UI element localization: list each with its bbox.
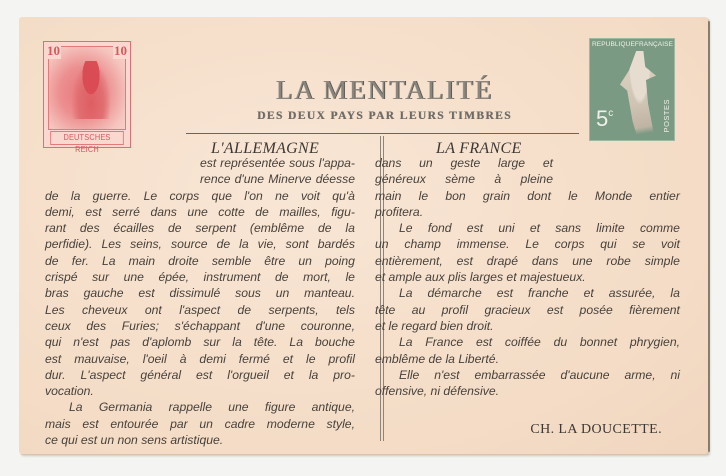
text-line: Le fond est uni et sans limite comme xyxy=(399,221,680,236)
page-subtitle: DES DEUX PAYS PAR LEURS TIMBRES xyxy=(257,110,512,122)
text-line: vocation. xyxy=(45,384,94,399)
title-rule-divider xyxy=(186,133,579,134)
france-heading: LA FRANCE xyxy=(436,140,522,157)
france-text xyxy=(375,155,680,399)
text-line: main le bon grain dont le Monde entier xyxy=(375,188,680,203)
text-line: La Germania rappelle une figure antique, xyxy=(69,400,355,415)
german-stamp-value-left: 10 xyxy=(47,43,60,58)
french-stamp-francaise: FRANÇAISE xyxy=(634,41,674,48)
text-line: qui n'est pas d'aplomb sur la tête. La bouche xyxy=(45,335,355,350)
french-stamp-value-unit: c xyxy=(608,108,614,119)
text-line: ceux des Furies; s'échappant d'une couronne, xyxy=(45,318,355,333)
text-line: entièrement, est drapé dans une robe simple xyxy=(375,253,680,268)
french-stamp-postes: POSTES xyxy=(662,98,671,132)
text-line: Elle n'est embarrassée d'aucune arme, ni xyxy=(399,367,680,382)
text-line: de la guerre. Le corps que l'on ne voit qu'à xyxy=(45,188,355,203)
page-title: LA MENTALITÉ xyxy=(275,75,494,105)
text-line: demi, est serré dans une cotte de mailles, figu- xyxy=(45,204,355,219)
french-stamp-value xyxy=(596,108,613,130)
german-stamp-caption: DEUTSCHES REICH xyxy=(50,131,124,145)
germania-figure-icon xyxy=(71,61,111,119)
text-line: est mauvaise, l'oeil à demi fermé et le profil xyxy=(45,351,355,366)
text-line: profitera. xyxy=(375,204,424,219)
french-stamp-republique: REPUBLIQUE xyxy=(592,41,635,48)
german-stamp xyxy=(43,41,131,154)
text-line: crispé sur une épée, instrument de mort, le xyxy=(45,270,355,285)
text-line: ce qui est un non sens artistique. xyxy=(45,433,224,448)
text-line: et le regard bien droit. xyxy=(375,318,494,333)
text-line: de fer. La main droite semble être un poing xyxy=(45,253,355,268)
postcard xyxy=(19,17,708,454)
text-line: mais est entourée par un cadre moderne style, xyxy=(45,416,355,431)
text-line: La démarche est franche et assurée, la xyxy=(399,286,680,301)
french-stamp-value-number: 5 xyxy=(596,106,609,131)
signature: CH. LA DOUCETTE. xyxy=(530,422,662,437)
semeuse-sower-icon xyxy=(620,51,656,139)
text-line: généreux sème à pleine xyxy=(375,172,553,187)
text-line: perfidie). Les seins, source de la vie, sont bardés xyxy=(45,237,355,252)
germany-heading: L'ALLEMAGNE xyxy=(211,140,320,157)
text-line: et ample aux plis larges et majestueux. xyxy=(375,270,586,285)
text-line: tête au profil gracieux est posée fièrement xyxy=(375,302,680,317)
text-line: emblême de la Liberté. xyxy=(375,351,499,366)
text-line: est représentée sous l'appa- xyxy=(200,156,355,170)
text-line: offensive, ni défensive. xyxy=(375,384,499,399)
text-line: Les cheveux ont l'aspect de serpents, tels xyxy=(45,302,355,317)
text-line: rant des écailles de serpent (emblême de la xyxy=(45,221,355,236)
text-line: La France est coiffée du bonnet phrygien, xyxy=(399,335,680,350)
text-line: bras gauche est dissimulé sous un manteau. xyxy=(45,286,355,301)
text-line: dans un geste large et xyxy=(375,156,553,170)
text-line: un champ immense. Le corps qui se voit xyxy=(375,237,680,252)
germany-text xyxy=(45,155,355,448)
french-stamp xyxy=(589,38,675,141)
german-stamp-value-right: 10 xyxy=(114,43,127,58)
french-stamp-header xyxy=(592,41,672,48)
text-line: dur. L'aspect général est l'orgueil et la pro- xyxy=(45,367,355,382)
text-line: rence d'une Minerve déesse xyxy=(200,172,355,187)
